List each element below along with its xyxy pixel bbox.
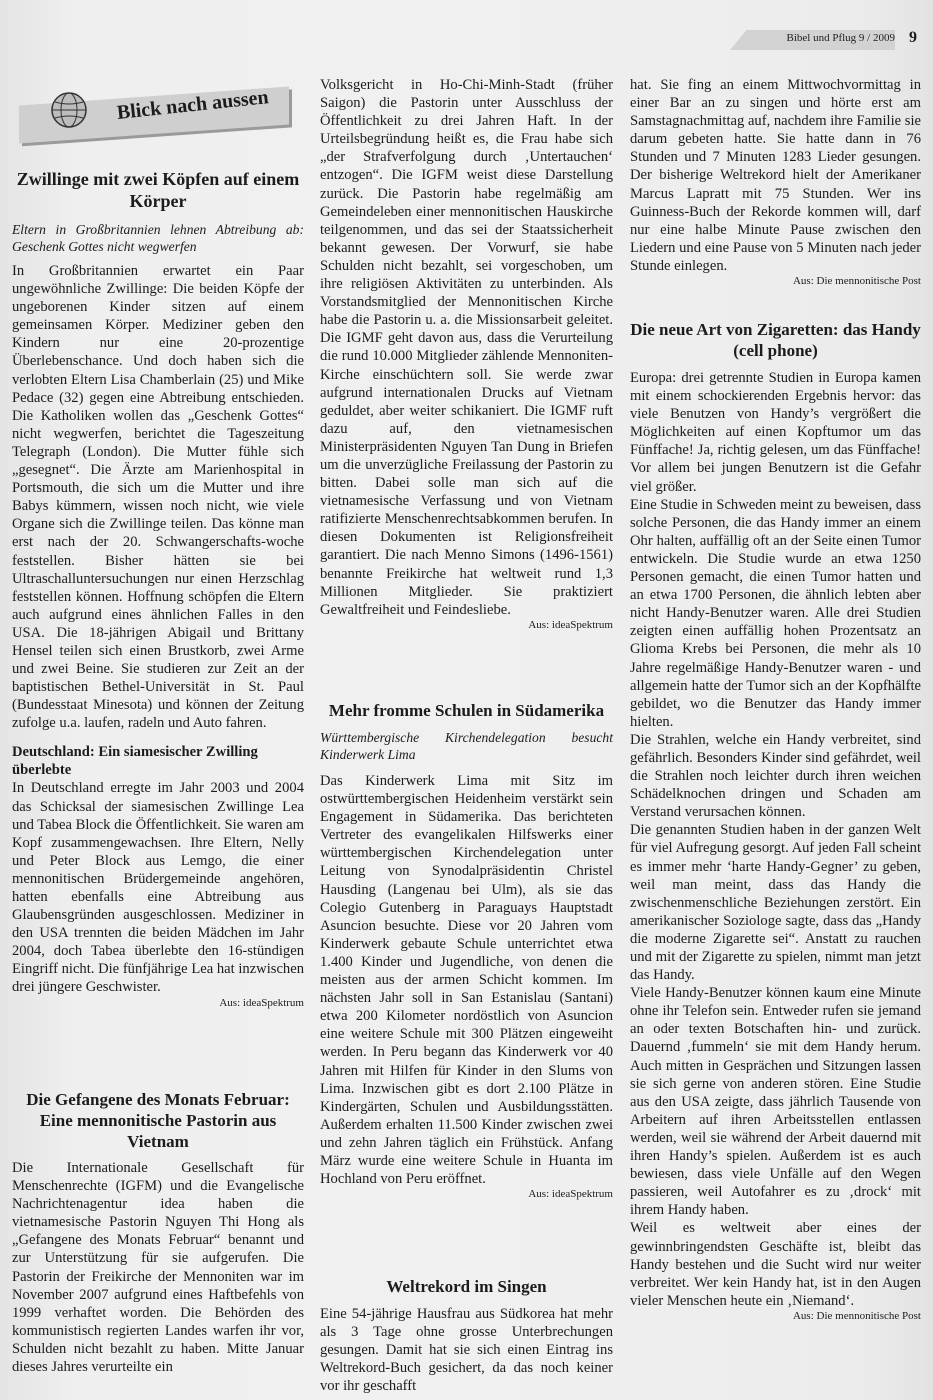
article-body-continued: Volksgericht in Ho-Chi-Minh-Stadt (früher Saigon) die Pastorin unter Ausschluss der Öffentlichkeit zu drei Jahren Haft. In der Urteilsbegründung heißt es, die Frau habe sich „der Strafverfolgung durch ‚Untertauchen‘ entzogen“. Die IGFM weist diese Darstellung zurück. Die Pastorin habe regelmäßig am Gemeindeleben einer mennonitischen Hauskirche teilgenommen, und das sei der Staatssicherheit bekannt gewesen. Der Vorwurf, sie habe Schulden nicht bezahlt, sei vorgeschoben, um ihre religiösen Aktivitäten zu unterbinden. Als Vorstandsmitglied der Mennonitischen Kirche habe die Pastorin u. a. die Missionsarbeit geleitet. Die IGMF geht davon aus, dass die Verurteilung die rund 10.000 Mitglieder zählende Mennoniten-Kirche einschüchtern soll. Sie werde zwar aufgrund internationalen Drucks auf Vietnam geduldet, aber weiter schikaniert. Die IGMF ruft dazu auf, den vietnamesischen Ministerpräsidenten Nguyen Tan Dung in Briefen um die unverzügliche Freilassung der Pastorin zu bitten. Dabei solle man sich auf die vietnamesische Verfassung und von Vietnam ratifizierte Menschenrechtsabkommen berufen. In diesen Dokumenten ist Religionsfreiheit garantiert. Die nach Menno Simons (1496-1561) benannte Freikirche hat weltweit rund 1,3 Millionen Mitglieder. Sie praktiziert Gewaltfreiheit und Feindesliebe. [320,77,613,618]
paragraph: Eine Studie in Schweden meint zu beweisen, dass solche Personen, die das Handy immer an einem Ohr halten, auffällig oft an der Seite einen Tumor entwickeln. Die Studie wurde an etwa 1250 Personen gemacht, die einen Tumor hatten und an etwa 1700 Personen, die ähnlich lebten aber nicht Handy-Benutzer waren. Alle drei Studien zeigten einen auffällig hohen Prozentsatz an Glioma Krebs bei Personen, die mehr als 10 Jahre regelmäßige Handy-Benutzer waren - und allgemein hatte der Tumor sich an der Kopfhälfte gebildet, wo die Benutzer das Handy immer hielten. [630,496,921,730]
article-title: Die neue Art von Zigaretten: das Handy (cell phone) [630,320,921,360]
article-body: In Großbritannien erwartet ein Paar ungewöhnliche Zwillinge: Die beiden Köpfe der ungeborenen Kinder sitzen auf einem gemeinsamen Körper. Mediziner geben den Kindern nur eine 20-prozentige Überlebenschance. Und doch haben sich die verlobten Eltern Lisa Chamberlain (25) und Mike Pedace (32) gegen eine Abtreibung entschieden. Die Katholiken wollen das „Geschenk Gottes“ nicht wegwerfen, berichtet die Tageszeitung Telegraph (London). Die Mutter fühle sich „gesegnet“. Die Ärzte am Marienhospital in Portsmouth, die sich um die Mutter und ihre Babys kümmern, wissen noch nicht, wie viele Organe sich die Zwillinge teilen. Das könne man erst nach der 20. Schwangerschafts-woche feststellen. Bisher hätten sie bei Ultraschalluntersuchungen nur einen Herzschlag feststellen können. Hoffnung schöpfen die Eltern auch aufgrund eines ähnlichen Falles in den USA. Die 18-jährigen Abigail und Brittany Hensel teilen sich einen Brustkorb, zwei Arme und zwei Beine. Sie studieren zur Zeit an der baptistischen Bethel-Universität in St. Paul (Bundesstaat Minesota) und können der Zeitung zufolge u.a. laufen, radeln und Auto fahren. [12,263,304,732]
article-source: Aus: ideaSpektrum [528,618,613,631]
article-title: Die Gefangene des Monats Februar: Eine mennonitische Pastorin aus Vietnam [26,1090,290,1151]
article-source: Aus: ideaSpektrum [528,1188,613,1201]
paragraph: Weil es weltweit aber eines der gewinnbringendsten Geschäfte ist, bleibt das Handy bestehen und die Sucht wird nur weiter verbreitet. Wer kein Handy hat, ist in den Augen vieler Menschen heute ein ‚Niemand‘. [630,1220,921,1309]
article-weltrekord [320,1276,613,1395]
article-body: Das Kinderwerk Lima mit Sitz im ostwürttembergischen Heidenheim verstärkt sein Engagement in Südamerika. Das berichteten Vertreter des evangelikalen Hilfswerks einer württembergischen Kirchendelegation unter Leitung von Synodalpräsidentin Christel Hausding (Langenau bei Ulm), als sie das Colegio Gutenberg in Paraguays Hauptstadt Asuncion besuchte. Diese vor 20 Jahren vom Kinderwerk gebaute Schule unterrichtet etwa 1.400 Kinder und Jugendliche, von denen die meisten aus der armen Schicht kommen. Im nächsten Jahr soll in San Estanislau (Santani) etwa 200 Kilometer nordöstlich von Asuncion eine weitere Schule mit 300 Plätzen eingeweiht werden. In Peru begann das Kinderwerk vor 40 Jahren mit Hilfen für Kinder in den Slums von Lima. Inzwischen gibt es dort 2.100 Plätze in Kindergärten, Schulen und Ausbildungsstätten. Außerdem erhalten 11.500 Kinder zwischen zwei und zehn Jahren täglich ein Frühstück. Anfang März wurde eine weitere Schule in Huanta im Hochland von Peru eröffnet. [320,773,613,1188]
article-subhead: Deutschland: Ein siamesischer Zwilling überlebte [12,744,258,779]
article-source: Aus: Die mennonitische Post [792,275,921,288]
paragraph: Die genannten Studien haben in der ganzen Welt für viel Aufregung gesorgt. Auf jeden Fall scheint es immer mehr ‘harte Handy-Gegner’ zu geben, weil man meint, dass das Handy die zwischenmenschliche Beziehungen zerstört. Ein amerikanischer Soziologe sagte, dass das „Handy die moderne Zigarette sei“. Anstatt zu rauchen und mit der Zigarette zu spielen, nimmt man jetzt das Handy. [630,822,921,984]
article-zwillinge [12,168,304,1009]
paragraph: Europa: drei getrennte Studien in Europa kamen mit einem schockierenden Ergebnis hervor: das viele Benutzen von Handy’s vergrößert die Möglichkeiten auf einen Kopftumor um das Fünffache! Ja, richtig gelesen, um das Fünffache! Vor allem bei jungen Benutzern ist die Gefahr viel größer. [630,370,921,495]
paragraph: Die Strahlen, welche ein Handy verbreitet, sind gefährlich. Besonders Kinder sind gefährdet, weil die Strahlen noch leichter durch ihren weichen Schädelknochen dringen und Schaden am Verstand verursachen können. [630,731,921,821]
article-gefangene [12,1089,304,1376]
article-gefangene-cont [320,76,613,631]
article-source: Aus: ideaSpektrum [219,996,304,1009]
article-subtitle: Württembergische Kirchendelegation besucht Kinderwerk Lima [320,730,613,762]
article-title: Zwillinge mit zwei Köpfen auf einem Körper [16,169,300,211]
globe-icon [49,90,89,130]
article-source: Aus: Die mennonitische Post [792,1309,921,1322]
article-weltrekord-cont [630,76,921,287]
running-title: Bibel und Pflug 9 / 2009 [786,32,895,44]
article-zigaretten [630,319,921,1322]
article-schulen [320,700,613,1200]
article-body [630,369,921,1310]
page-number: 9 [909,29,917,46]
running-header [723,30,923,50]
article-title: Weltrekord im Singen [386,1277,547,1296]
article-title: Mehr fromme Schulen in Südamerika [328,701,605,720]
article-body: Eine 54-jährige Hausfrau aus Südkorea hat mehr als 3 Tage ohne grosse Unterbrechungen gesungen. Damit hat sie sich einen Eintrag ins Weltrekord-Buch gesichert, da das noch keiner vor ihr geschafft [320,1306,613,1395]
article-subtitle: Eltern in Großbritannien lehnen Abtreibung ab: Geschenk Gottes nicht wegwerfen [12,222,304,254]
banner-label: Blick nach aussen [115,86,270,124]
section-banner [9,88,305,150]
paragraph: Viele Handy-Benutzer können kaum eine Minute ohne ihr Telefon sein. Entweder rufen sie jemand an oder texten Botschaften hin- und zurück. Dauernd ‚fummeln‘ sie mit dem Handy herum. Auch mitten in Gesprächen und Sitzungen lassen sie sich gerne von anderen stören. Eine Studie aus den USA zeigte, dass jährlich Tausende von Arbeitern auf ihren Arbeitsstellen entlassen werden, weil sie während der Arbeit dauernd mit ihren Handy’s spielen. Außerdem ist es auch bewiesen, dass viele Unfälle auf den Wegen passieren, weil Autofahrer es zu ‚drock‘ mit ihrem Handy haben. [630,985,921,1219]
article-body-2: In Deutschland erregte im Jahr 2003 und 2004 das Schicksal der siamesischen Zwillinge Lea und Tabea Block die Öffentlichkeit. Sie waren am Kopf zusammengewachsen. Ihre Eltern, Nelly und Peter Block aus Lemgo, die einer mennonitischen Brüdergemeinde angehören, hatten ebenfalls eine Abtreibung aus Glaubensgründen ausgeschlossen. Mediziner in den USA trennten die beiden Mädchen im Jahr 2004, doch Tabea überlebte den 16-stündigen Eingriff nicht. Die fünfjährige Lea hat inzwischen drei jüngere Geschwister. [12,780,304,996]
article-body-continued: hat. Sie fing an einem Mittwochvormittag in einer Bar an zu singen und hörte erst am Samstagnachmittag auf, nachdem ihre Familie sie darum gebeten hatte. Sie hatte dann in 76 Stunden und 7 Minuten 1283 Lieder gesungen. Der bisherige Weltrekord hielt der Amerikaner Marcus Lapratt mit 75 Stunden. Wer ins Guinness-Buch der Rekorde kommen will, darf nur eine halbe Minute Pause zwischen den Liedern und eine Pause von 5 Minuten nach jeder Stunde einlegen. [630,77,921,274]
article-body: Die Internationale Gesellschaft für Menschenrechte (IGFM) und die Evangelische Nachrichtenagentur idea haben die vietnamesische Pastorin Nguyen Thi Hong als „Gefangene des Monats Februar“ benannt und zur Unterstützung für sie aufgerufen. Die Pastorin der Freikirche der Mennoniten war im November 2007 aufgrund eines Haftbefehls von 1999 verhaftet worden. Die Behörden des kommunistisch regierten Landes warfen ihr vor, Schulden nicht bezahlt zu haben. Mitte Januar dieses Jahres verurteilte ein [12,1160,304,1376]
